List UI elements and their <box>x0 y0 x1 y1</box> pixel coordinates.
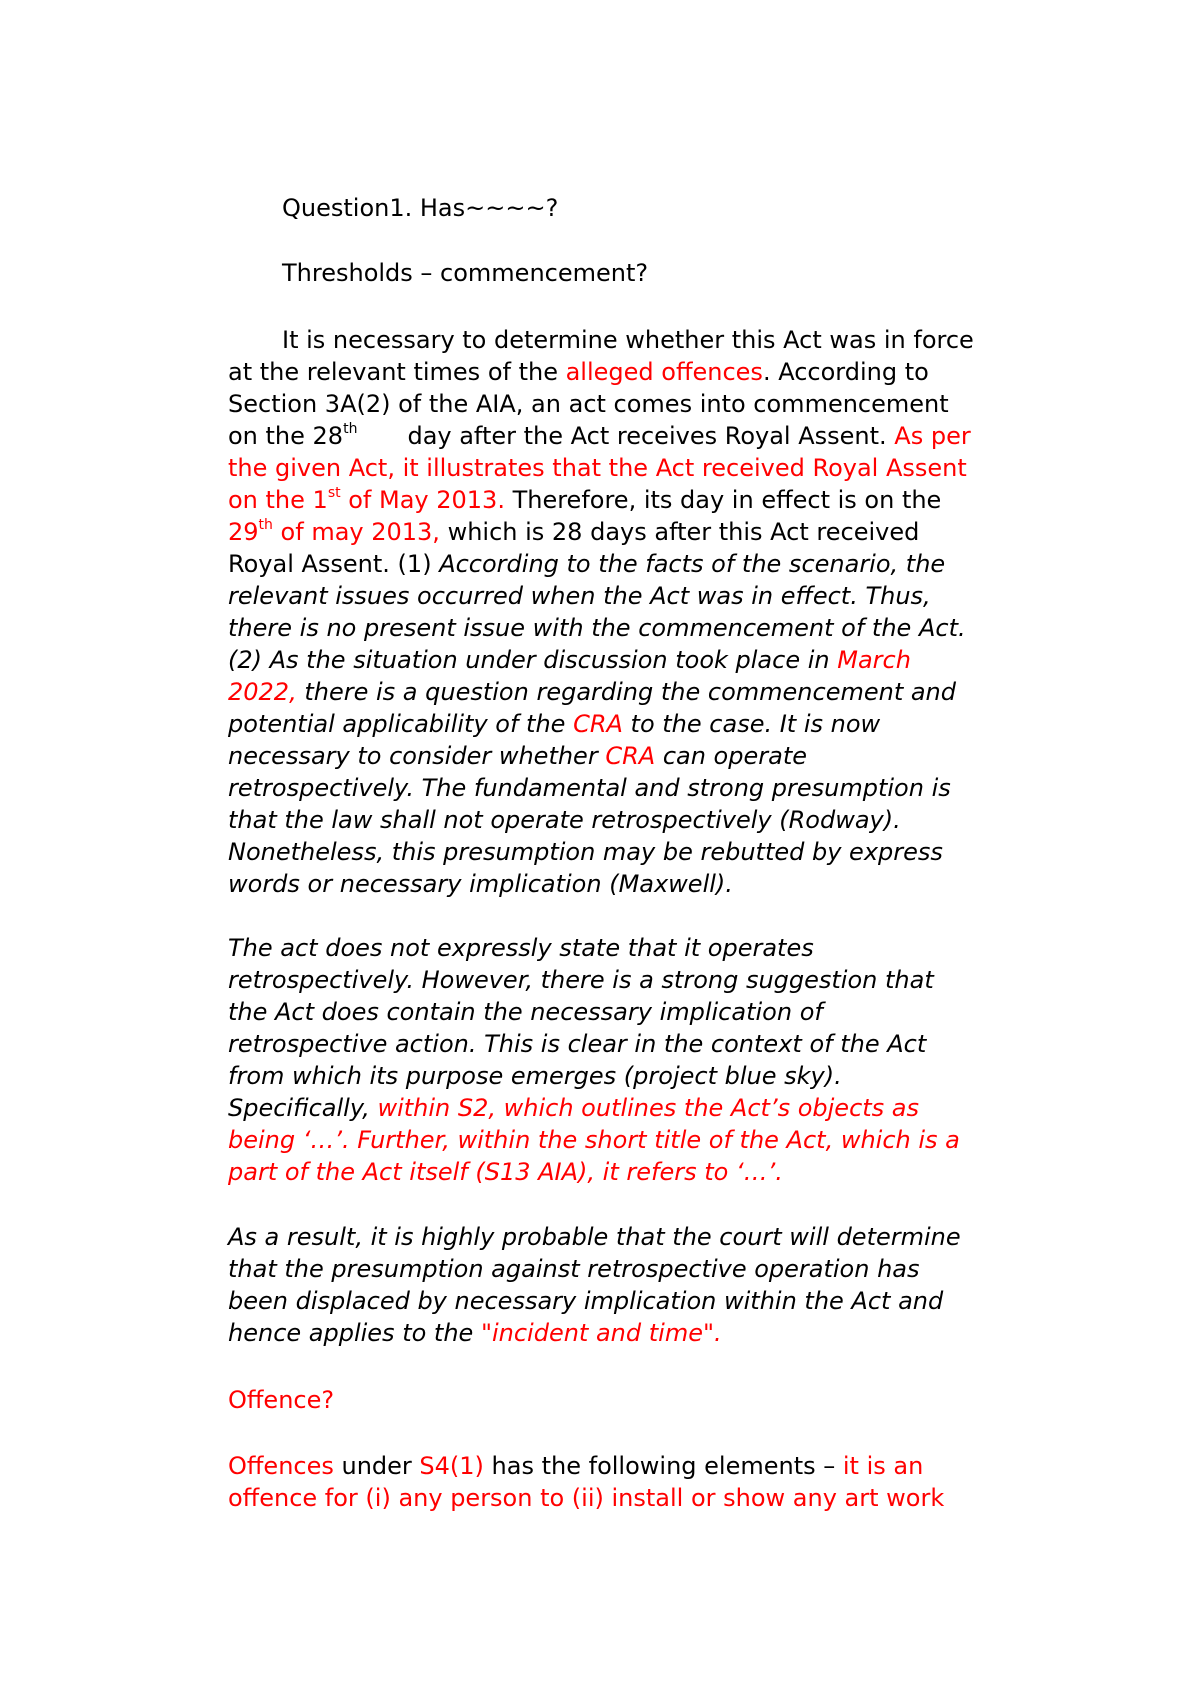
text-line: on the 28th day after the Act receives Royal Assent. As per <box>228 421 971 450</box>
text-line: Section 3A(2) of the AIA, an act comes into commencement <box>228 390 949 418</box>
text-line: relevant issues occurred when the Act was in effect. Thus, <box>228 582 931 610</box>
thresholds-heading: Thresholds – commencement? <box>282 259 649 287</box>
text-line: on the 1st of May 2013. Therefore, its day in effect is on the <box>228 485 942 514</box>
text-line: that the law shall not operate retrospectively (Rodway). <box>228 806 901 834</box>
text-line: offence for (i) any person to (ii) install or show any art work <box>228 1484 945 1512</box>
text-line: retrospectively. The fundamental and strong presumption is <box>228 774 951 802</box>
text-line: being ‘…’. Further, within the short title of the Act, which is a <box>228 1126 960 1154</box>
text-line: part of the Act itself (S13 AIA), it refers to ‘…’. <box>228 1158 783 1186</box>
question-heading: Question1. Has~~~~? <box>282 194 559 222</box>
text-line: been displaced by necessary implication within the Act and <box>228 1287 944 1315</box>
text-line: Royal Assent. (1) According to the facts of the scenario, the <box>228 550 946 578</box>
text-line: there is no present issue with the commencement of the Act. <box>228 614 966 642</box>
text-line: 29th of may 2013, which is 28 days after this Act received <box>228 517 920 546</box>
text-line: the Act does contain the necessary implication of <box>228 998 823 1026</box>
text-line: that the presumption against retrospective operation has <box>228 1255 920 1283</box>
text-line: from which its purpose emerges (project blue sky). <box>228 1062 842 1090</box>
text-line: at the relevant times of the alleged offences. According to <box>228 358 929 386</box>
text-line: The act does not expressly state that it operates <box>228 934 814 962</box>
text-line: 2022, there is a question regarding the commencement and <box>228 678 957 706</box>
offence-heading: Offence? <box>228 1386 335 1414</box>
text-line: Specifically, within S2, which outlines the Act’s objects as <box>228 1094 920 1122</box>
text-line: necessary to consider whether CRA can operate <box>228 742 807 770</box>
text-line: retrospective action. This is clear in the context of the Act <box>228 1030 927 1058</box>
text-line: the given Act, it illustrates that the Act received Royal Assent <box>228 454 967 482</box>
text-line: It is necessary to determine whether this Act was in force <box>282 326 974 354</box>
text-line: Offences under S4(1) has the following elements – it is an <box>228 1452 924 1480</box>
text-line: hence applies to the "incident and time". <box>228 1319 722 1347</box>
text-line: (2) As the situation under discussion took place in March <box>228 646 911 674</box>
text-line: Nonetheless, this presumption may be rebutted by express <box>228 838 943 866</box>
text-line: potential applicability of the CRA to the case. It is now <box>228 710 881 738</box>
text-line: As a result, it is highly probable that the court will determine <box>228 1223 961 1251</box>
text-line: retrospectively. However, there is a strong suggestion that <box>228 966 934 994</box>
text-line: words or necessary implication (Maxwell). <box>228 870 733 898</box>
